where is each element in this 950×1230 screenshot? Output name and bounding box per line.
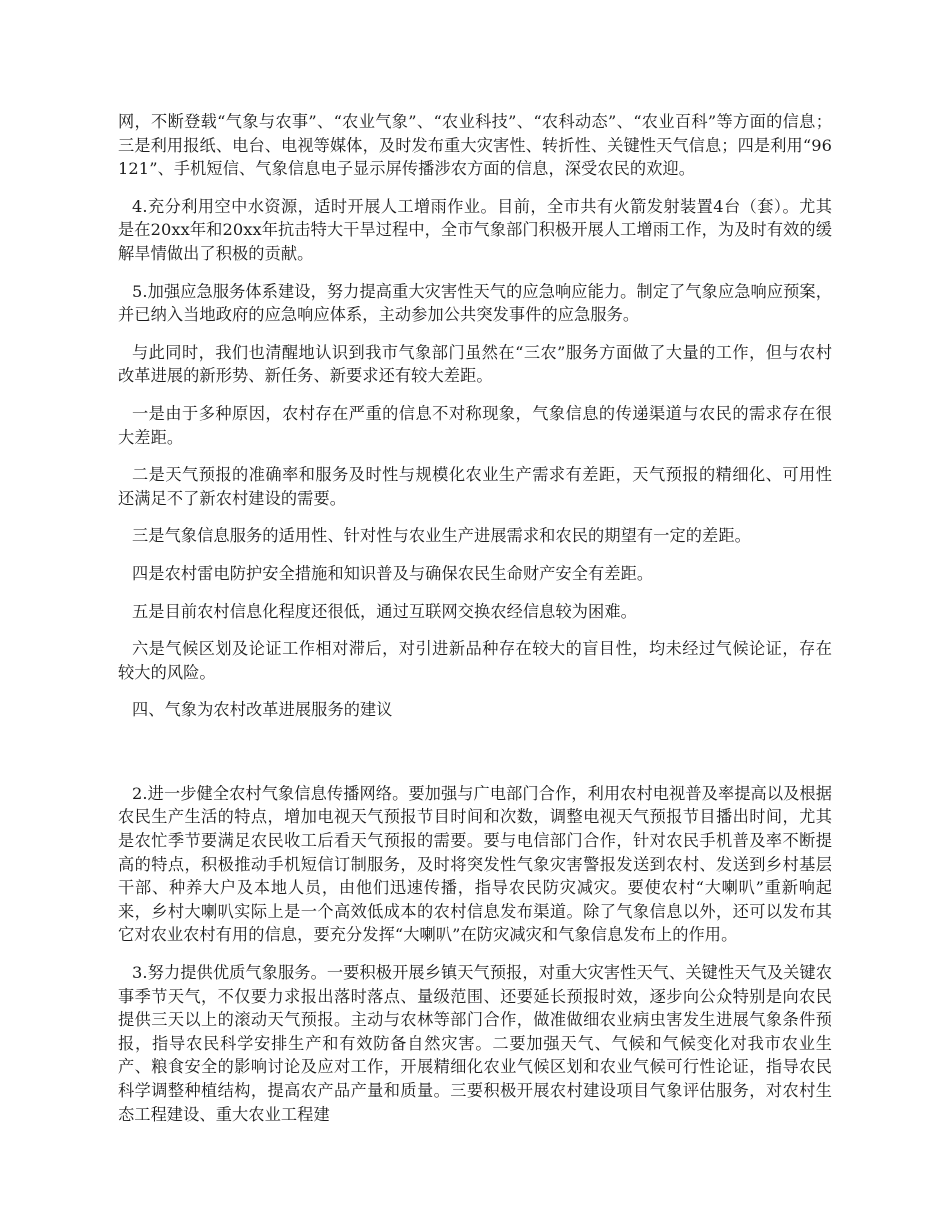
paragraph-emergency-service: 5.加强应急服务体系建设，努力提高重大灾害性天气的应急响应能力。制定了气象应急响应预案，并已纳入当地政府的应急响应体系，主动参加公共突发事件的应急服务。 bbox=[118, 281, 832, 325]
paragraph-problem-3: 三是气象信息服务的适用性、针对性与农业生产进展需求和农民的期望有一定的差距。 bbox=[132, 526, 751, 546]
paragraph-info-channels: 网，不断登载“气象与农事”、“农业气象”、“农业科技”、“农科动态”、“农业百科”等方面的信息；三是利用报纸、电台、电视等媒体，及时发布重大灾害性、转折性、关键性天气信息；四是利用“96121”、手机短信、气象信息电子显示屏传播涉农方面的信息，深受农民的欢迎。 bbox=[118, 112, 832, 179]
paragraph-suggestion-3: 3.努力提供优质气象服务。一要积极开展乡镇天气预报，对重大灾害性天气、关键性天气及关键农事季节天气，不仅要力求报出落时落点、量级范围、还要延长预报时效，逐步向公众特别是向农民提供三天以上的滚动天气预报。主动与农林等部门合作，做准做细农业病虫害发生进展气象条件预报，指导农民科学安排生产和有效防备自然灾害。二要加强天气、气候和气候变化对我市农业生产、粮食安全的影响讨论及应对工作，开展精细化农业气候区划和农业气候可行性论证，指导农民科学调整种植结构，提高农产品产量和质量。三要积极开展农村建设项目气象评估服务，对农村生态工程建设、重大农业工程建 bbox=[118, 963, 832, 1124]
paragraph-gap-awareness: 与此同时，我们也清醒地认识到我市气象部门虽然在“三农”服务方面做了大量的工作，但与农村改革进展的新形势、新任务、新要求还有较大差距。 bbox=[118, 342, 832, 386]
section-heading-suggestions: 四、气象为农村改革进展服务的建议 bbox=[132, 700, 393, 720]
paragraph-problem-6: 六是气候区划及论证工作相对滞后，对引进新品种存在较大的盲目性，均未经过气候论证，存在较大的风险。 bbox=[118, 639, 832, 682]
paragraph-problem-2: 二是天气预报的准确率和服务及时性与规模化农业生产需求有差距，天气预报的精细化、可用性还满足不了新农村建设的需要。 bbox=[118, 465, 832, 508]
paragraph-problem-5: 五是目前农村信息化程度还很低，通过互联网交换农经信息较为困难。 bbox=[132, 601, 637, 621]
paragraph-suggestion-2: 2.进一步健全农村气象信息传播网络。要加强与广电部门合作，利用农村电视普及率提高以及根据农民生产生活的特点，增加电视天气预报节目时间和次数，调整电视天气预报节目播出时间，尤其是农忙季节要满足农民收工后看天气预报的需要。要与电信部门合作，针对农民手机普及率不断提高的特点，积极推动手机短信订制服务，及时将突发性气象灾害警报发送到农村、发送到乡村基层干部、种养大户及本地人员，由他们迅速传播，指导农民防灾减灾。要使农村“大喇叭”重新响起来，乡村大喇叭实际上是一个高效低成本的农村信息发布渠道。除了气象信息以外，还可以发布其它对农业农村有用的信息，要充分发挥“大喇叭”在防灾减灾和气象信息发布上的作用。 bbox=[118, 783, 832, 945]
paragraph-problem-4: 四是农村雷电防护安全措施和知识普及与确保农民生命财产安全有差距。 bbox=[132, 563, 654, 583]
paragraph-artificial-rain: 4.充分利用空中水资源，适时开展人工增雨作业。目前，全市共有火箭发射装置4台（套）。尤其是在20xx年和20xx年抗击特大干旱过程中，全市气象部门积极开展人工增雨工作，为及时有效的缓解旱情做出了积极的贡献。 bbox=[118, 196, 832, 263]
paragraph-problem-1: 一是由于多种原因，农村存在严重的信息不对称现象，气象信息的传递渠道与农民的需求存在很大差距。 bbox=[118, 403, 832, 447]
